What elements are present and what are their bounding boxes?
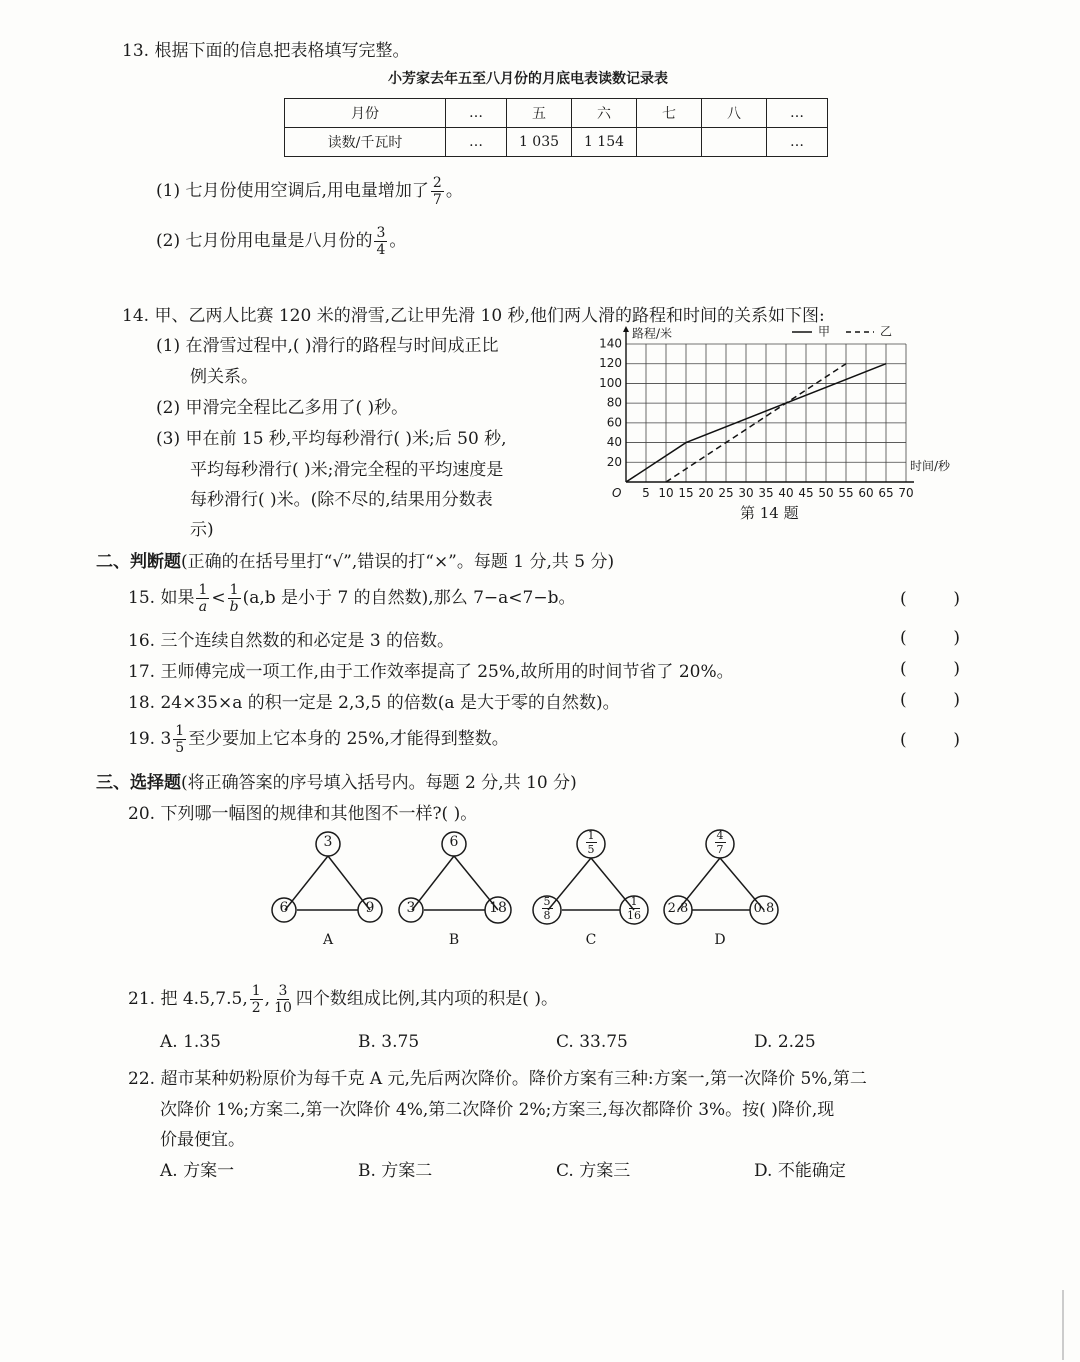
q21-option-b[interactable]: B. 3.75: [358, 1032, 420, 1052]
q13-sub1: (1) 七月份使用空调后,用电量增加了 $\frac{2}{7}$ 。: [156, 175, 463, 208]
q18: 18. 24×35×a 的积一定是 2,3,5 的倍数(a 是大于零的自然数)。: [128, 693, 620, 713]
figure-b-left: 3: [406, 900, 416, 916]
figure-d-label: D: [714, 932, 726, 948]
q21: 21. 把 4.5,7.5, $\frac{1}{2}$ , $\frac{3}{10}$ 四个数组成比例,其内项的积是( )。: [128, 983, 558, 1016]
figure-a-top: 3: [323, 834, 333, 850]
table-cell: 读数/千瓦时: [285, 128, 446, 157]
y-axis-label: 路程/米: [632, 326, 673, 341]
q14-line: (1) 在滑雪过程中,( )滑行的路程与时间成正比: [156, 336, 499, 356]
q19: 19. 3 $\frac{1}{5}$ 至少要加上它本身的 25%,才能得到整数。: [128, 723, 509, 756]
x-axis-label: 时间/秒: [910, 459, 951, 473]
figure-c-right: $\frac{1}{16}$: [627, 895, 641, 922]
q21-option-d[interactable]: D. 2.25: [754, 1032, 816, 1052]
figure-d-left: 2.8: [667, 901, 689, 916]
x-tick-label: 20: [698, 485, 714, 500]
table-cell: 月份: [285, 99, 446, 128]
answer-parens-q17[interactable]: ( ): [900, 659, 960, 679]
figure-a-left: 6: [279, 900, 289, 916]
table-cell: …: [446, 128, 507, 157]
q14-line: (3) 甲在前 15 秒,平均每秒滑行( )米;后 50 秒,: [156, 429, 507, 449]
chart-grid: [626, 344, 906, 482]
x-tick-label: 10: [658, 485, 674, 500]
q22-option-a[interactable]: A. 方案一: [160, 1161, 235, 1181]
chart-caption: 第 14 题: [740, 504, 799, 522]
q22-line: 22. 超市某种奶粉原价为每千克 A 元,先后两次降价。降价方案有三种:方案一,第一次降价 5%,第二: [128, 1069, 867, 1089]
meter-reading-table: [284, 98, 828, 157]
figure-c-left: $\frac{5}{8}$: [543, 895, 551, 922]
table-title: 小芳家去年五至八月份的月底电表读数记录表: [388, 71, 668, 87]
figure-b-right: 18: [489, 900, 507, 916]
figure-b-label: B: [448, 932, 460, 948]
fraction: $\frac{3}{10}$: [274, 983, 292, 1016]
q16: 16. 三个连续自然数的和必定是 3 的倍数。: [128, 631, 455, 651]
q20: 20. 下列哪一幅图的规律和其他图不一样?( )。: [128, 804, 478, 824]
x-tick-label: 5: [642, 485, 650, 500]
table-cell-blank-july[interactable]: [637, 128, 702, 157]
x-tick-label: 55: [838, 485, 854, 500]
distance-time-chart: [596, 322, 970, 528]
y-tick-label: 40: [606, 435, 622, 450]
x-tick-label: 60: [858, 485, 874, 500]
y-tick-label: 60: [606, 415, 622, 430]
x-tick-label: 70: [898, 485, 914, 500]
q22-option-b[interactable]: B. 方案二: [358, 1161, 433, 1181]
answer-parens-q15[interactable]: ( ): [900, 589, 960, 609]
q22-line: 价最便宜。: [160, 1130, 245, 1150]
x-tick-label: 25: [718, 485, 734, 500]
table-cell: …: [767, 128, 828, 157]
fraction: $\frac{1}{a}$: [198, 582, 208, 615]
fraction: $\frac{1}{b}$: [229, 582, 239, 615]
q22-option-d[interactable]: D. 不能确定: [754, 1161, 846, 1181]
answer-parens-q19[interactable]: ( ): [900, 730, 960, 750]
figure-b-top: 6: [449, 834, 459, 850]
q14-stem: 14. 甲、乙两人比赛 120 米的滑雪,乙让甲先滑 10 秒,他们两人滑的路程和时间的关系如下图:: [122, 306, 825, 326]
y-tick-label: 80: [606, 395, 622, 410]
q22-line: 次降价 1%;方案二,第一次降价 4%,第二次降价 2%;方案三,每次都降价 3%。按( )降价,现: [160, 1100, 835, 1120]
section-2-heading: 二、判断题(正确的在括号里打“√”,错误的打“×”。每题 1 分,共 5 分): [96, 552, 615, 572]
q14-line: 平均每秒滑行( )米;滑完全程的平均速度是: [190, 460, 504, 480]
chart-legend: [792, 325, 892, 339]
y-axis-arrow: [623, 326, 629, 332]
scan-edge: [1062, 1290, 1064, 1360]
x-tick-label: 45: [798, 485, 814, 500]
legend-label-yi: 乙: [880, 324, 893, 339]
legend-label-jia: 甲: [818, 324, 831, 339]
figure-a-right: 9: [365, 900, 375, 916]
q17: 17. 王师傅完成一项工作,由于工作效率提高了 25%,故所用的时间节省了 20%。: [128, 662, 734, 682]
fraction: $\frac{2}{7}$: [432, 175, 442, 208]
y-tick-label: 20: [606, 454, 622, 469]
y-tick-label: 100: [599, 375, 622, 390]
table-cell: 1 035: [507, 128, 572, 157]
chart-axes: [623, 326, 914, 482]
q14-line: 示): [190, 520, 214, 540]
table-row: [285, 128, 828, 157]
section-3-heading: 三、选择题(将正确答案的序号填入括号内。每题 2 分,共 10 分): [96, 773, 577, 793]
y-tick-label: 140: [599, 336, 622, 351]
answer-parens-q16[interactable]: ( ): [900, 628, 960, 648]
x-tick-label: 30: [738, 485, 754, 500]
x-tick-label: 15: [678, 485, 694, 500]
q14-line: (2) 甲滑完全程比乙多用了( )秒。: [156, 398, 409, 418]
table-row: [285, 99, 828, 128]
origin-label: O: [612, 485, 622, 500]
table-cell: 六: [572, 99, 637, 128]
x-tick-label: 65: [878, 485, 894, 500]
table-cell: 五: [507, 99, 572, 128]
fraction: $\frac{1}{5}$: [175, 723, 185, 756]
x-tick-label: 40: [778, 485, 794, 500]
q21-option-c[interactable]: C. 33.75: [556, 1032, 628, 1052]
figure-c-label: C: [585, 932, 597, 948]
figure-c-top: $\frac{1}{5}$: [587, 829, 595, 856]
q14-line: 每秒滑行( )米。(除不尽的,结果用分数表: [190, 490, 493, 510]
q21-option-a[interactable]: A. 1.35: [160, 1032, 221, 1052]
fraction: $\frac{3}{4}$: [376, 225, 386, 258]
figure-d-right: 0.8: [753, 901, 775, 916]
table-cell: …: [767, 99, 828, 128]
figure-a-label: A: [322, 932, 334, 948]
q13-stem: 13. 根据下面的信息把表格填写完整。: [122, 41, 410, 61]
table-cell: 八: [702, 99, 767, 128]
q13-sub2: (2) 七月份用电量是八月份的 $\frac{3}{4}$ 。: [156, 225, 407, 258]
x-tick-label: 35: [758, 485, 774, 500]
table-cell: …: [446, 99, 507, 128]
q15: 15. 如果 $\frac{1}{a}$ < $\frac{1}{b}$ (a,b 是小于 7 的自然数),那么 7−a<7−b。: [128, 582, 576, 615]
x-tick-label: 50: [818, 485, 834, 500]
answer-parens-q18[interactable]: ( ): [900, 690, 960, 710]
y-tick-label: 120: [599, 356, 622, 371]
q14-line: 例关系。: [190, 367, 258, 387]
table-cell: 七: [637, 99, 702, 128]
q22-option-c[interactable]: C. 方案三: [556, 1161, 631, 1181]
fraction: $\frac{1}{2}$: [251, 983, 261, 1016]
table-cell-blank-august[interactable]: [702, 128, 767, 157]
table-cell: 1 154: [572, 128, 637, 157]
figure-d-top: $\frac{4}{7}$: [716, 829, 724, 856]
